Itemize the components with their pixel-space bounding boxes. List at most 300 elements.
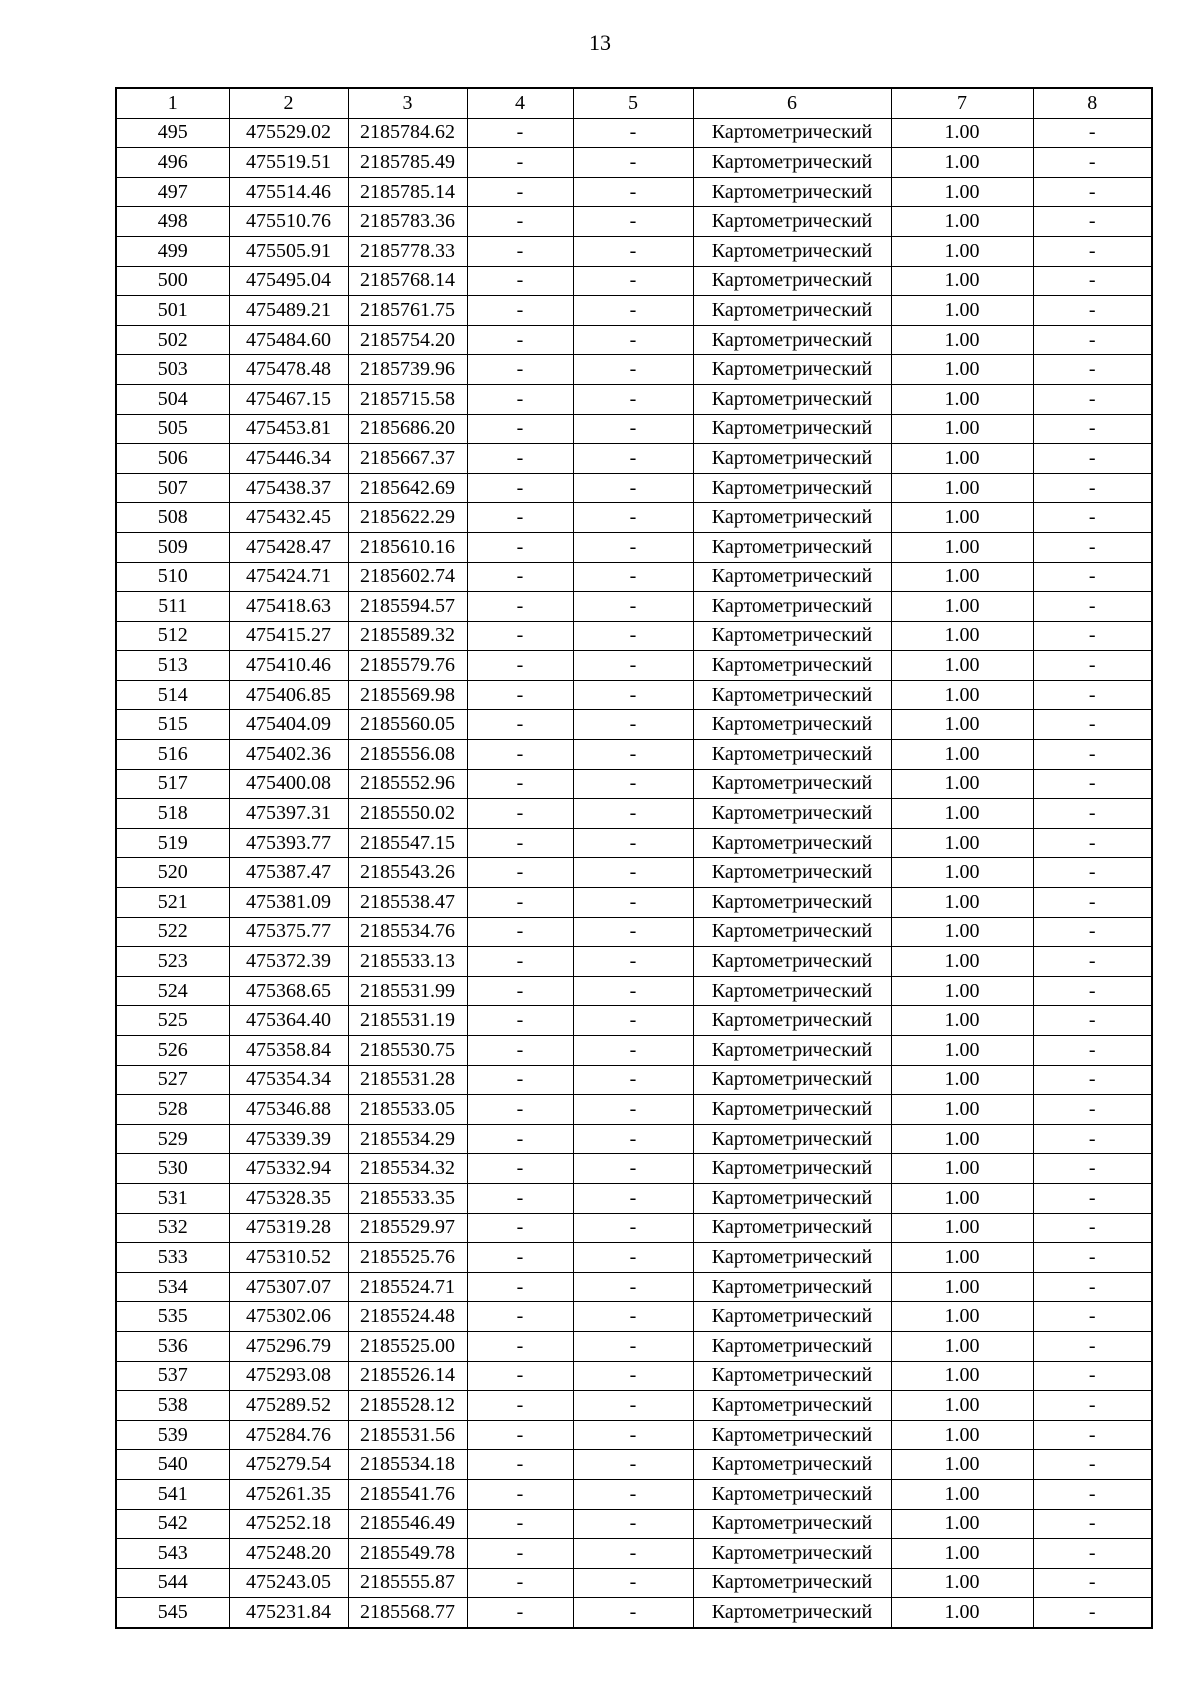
col-8-value-cell: - (1033, 1539, 1152, 1569)
method-cell: Картометрический (693, 1331, 891, 1361)
col-5-value-cell: - (573, 1509, 693, 1539)
accuracy-cell: 1.00 (891, 1568, 1033, 1598)
col-4-value-cell: - (467, 976, 573, 1006)
table-row (116, 680, 1152, 710)
table-row (116, 858, 1152, 888)
y-coordinate-cell: 2185531.56 (348, 1420, 467, 1450)
accuracy-cell: 1.00 (891, 325, 1033, 355)
point-number-cell: 529 (116, 1124, 229, 1154)
col-5-value-cell: - (573, 296, 693, 326)
col-4-value-cell: - (467, 1213, 573, 1243)
method-cell: Картометрический (693, 1095, 891, 1125)
col-8-value-cell: - (1033, 1154, 1152, 1184)
accuracy-cell: 1.00 (891, 1213, 1033, 1243)
table-row (116, 1420, 1152, 1450)
col-5-value-cell: - (573, 651, 693, 681)
method-cell: Картометрический (693, 414, 891, 444)
method-cell: Картометрический (693, 1539, 891, 1569)
point-number-cell: 511 (116, 592, 229, 622)
y-coordinate-cell: 2185552.96 (348, 769, 467, 799)
accuracy-cell: 1.00 (891, 651, 1033, 681)
method-cell: Картометрический (693, 1391, 891, 1421)
col-5-value-cell: - (573, 1243, 693, 1273)
col-8-value-cell: - (1033, 1095, 1152, 1125)
y-coordinate-cell: 2185533.05 (348, 1095, 467, 1125)
method-cell: Картометрический (693, 1509, 891, 1539)
table-row (116, 621, 1152, 651)
col-5-value-cell: - (573, 621, 693, 651)
col-5-value-cell: - (573, 828, 693, 858)
col-4-value-cell: - (467, 148, 573, 178)
col-8-value-cell: - (1033, 236, 1152, 266)
method-cell: Картометрический (693, 236, 891, 266)
y-coordinate-cell: 2185529.97 (348, 1213, 467, 1243)
accuracy-cell: 1.00 (891, 503, 1033, 533)
x-coordinate-cell: 475432.45 (229, 503, 348, 533)
col-4-value-cell: - (467, 592, 573, 622)
point-number-cell: 497 (116, 177, 229, 207)
point-number-cell: 498 (116, 207, 229, 237)
col-8-value-cell: - (1033, 1243, 1152, 1273)
method-cell: Картометрический (693, 917, 891, 947)
point-number-cell: 495 (116, 118, 229, 148)
col-5-value-cell: - (573, 917, 693, 947)
accuracy-cell: 1.00 (891, 207, 1033, 237)
x-coordinate-cell: 475302.06 (229, 1302, 348, 1332)
y-coordinate-cell: 2185754.20 (348, 325, 467, 355)
accuracy-cell: 1.00 (891, 680, 1033, 710)
method-cell: Картометрический (693, 1243, 891, 1273)
table-row (116, 473, 1152, 503)
col-5-value-cell: - (573, 1154, 693, 1184)
col-4-value-cell: - (467, 740, 573, 770)
point-number-cell: 524 (116, 976, 229, 1006)
col-8-value-cell: - (1033, 947, 1152, 977)
col-8-value-cell: - (1033, 414, 1152, 444)
col-5-value-cell: - (573, 444, 693, 474)
y-coordinate-cell: 2185541.76 (348, 1479, 467, 1509)
y-coordinate-cell: 2185538.47 (348, 888, 467, 918)
table-row (116, 947, 1152, 977)
col-4-value-cell: - (467, 1154, 573, 1184)
column-header: 3 (348, 88, 467, 118)
method-cell: Картометрический (693, 1006, 891, 1036)
point-number-cell: 505 (116, 414, 229, 444)
col-5-value-cell: - (573, 414, 693, 444)
x-coordinate-cell: 475346.88 (229, 1095, 348, 1125)
accuracy-cell: 1.00 (891, 1124, 1033, 1154)
y-coordinate-cell: 2185569.98 (348, 680, 467, 710)
table-row (116, 1213, 1152, 1243)
col-4-value-cell: - (467, 1272, 573, 1302)
x-coordinate-cell: 475381.09 (229, 888, 348, 918)
col-5-value-cell: - (573, 680, 693, 710)
method-cell: Картометрический (693, 680, 891, 710)
col-5-value-cell: - (573, 1302, 693, 1332)
y-coordinate-cell: 2185524.71 (348, 1272, 467, 1302)
col-5-value-cell: - (573, 1272, 693, 1302)
method-cell: Картометрический (693, 1361, 891, 1391)
point-number-cell: 530 (116, 1154, 229, 1184)
accuracy-cell: 1.00 (891, 1539, 1033, 1569)
col-5-value-cell: - (573, 1568, 693, 1598)
x-coordinate-cell: 475478.48 (229, 355, 348, 385)
column-header: 6 (693, 88, 891, 118)
col-4-value-cell: - (467, 1065, 573, 1095)
x-coordinate-cell: 475446.34 (229, 444, 348, 474)
x-coordinate-cell: 475310.52 (229, 1243, 348, 1273)
x-coordinate-cell: 475284.76 (229, 1420, 348, 1450)
table-row (116, 1539, 1152, 1569)
table-row (116, 325, 1152, 355)
point-number-cell: 509 (116, 532, 229, 562)
column-header: 8 (1033, 88, 1152, 118)
accuracy-cell: 1.00 (891, 1331, 1033, 1361)
table-row (116, 562, 1152, 592)
col-5-value-cell: - (573, 1361, 693, 1391)
method-cell: Картометрический (693, 710, 891, 740)
method-cell: Картометрический (693, 1183, 891, 1213)
col-5-value-cell: - (573, 976, 693, 1006)
method-cell: Картометрический (693, 769, 891, 799)
x-coordinate-cell: 475332.94 (229, 1154, 348, 1184)
col-5-value-cell: - (573, 1183, 693, 1213)
x-coordinate-cell: 475495.04 (229, 266, 348, 296)
col-5-value-cell: - (573, 740, 693, 770)
y-coordinate-cell: 2185783.36 (348, 207, 467, 237)
point-number-cell: 499 (116, 236, 229, 266)
col-8-value-cell: - (1033, 1450, 1152, 1480)
table-row (116, 740, 1152, 770)
table-row (116, 651, 1152, 681)
method-cell: Картометрический (693, 1302, 891, 1332)
col-8-value-cell: - (1033, 769, 1152, 799)
point-number-cell: 542 (116, 1509, 229, 1539)
y-coordinate-cell: 2185579.76 (348, 651, 467, 681)
col-8-value-cell: - (1033, 1568, 1152, 1598)
col-8-value-cell: - (1033, 562, 1152, 592)
method-cell: Картометрический (693, 296, 891, 326)
table-row (116, 177, 1152, 207)
table-row (116, 769, 1152, 799)
table-row (116, 236, 1152, 266)
accuracy-cell: 1.00 (891, 710, 1033, 740)
point-number-cell: 526 (116, 1036, 229, 1066)
col-8-value-cell: - (1033, 740, 1152, 770)
col-5-value-cell: - (573, 532, 693, 562)
y-coordinate-cell: 2185622.29 (348, 503, 467, 533)
col-8-value-cell: - (1033, 1213, 1152, 1243)
point-number-cell: 541 (116, 1479, 229, 1509)
col-8-value-cell: - (1033, 799, 1152, 829)
x-coordinate-cell: 475519.51 (229, 148, 348, 178)
table-row (116, 207, 1152, 237)
point-number-cell: 508 (116, 503, 229, 533)
y-coordinate-cell: 2185556.08 (348, 740, 467, 770)
table-row (116, 1036, 1152, 1066)
col-5-value-cell: - (573, 799, 693, 829)
col-5-value-cell: - (573, 1420, 693, 1450)
point-number-cell: 510 (116, 562, 229, 592)
col-5-value-cell: - (573, 148, 693, 178)
col-4-value-cell: - (467, 1302, 573, 1332)
col-4-value-cell: - (467, 1479, 573, 1509)
accuracy-cell: 1.00 (891, 917, 1033, 947)
y-coordinate-cell: 2185534.29 (348, 1124, 467, 1154)
accuracy-cell: 1.00 (891, 177, 1033, 207)
col-5-value-cell: - (573, 1213, 693, 1243)
method-cell: Картометрический (693, 1065, 891, 1095)
accuracy-cell: 1.00 (891, 1183, 1033, 1213)
point-number-cell: 521 (116, 888, 229, 918)
x-coordinate-cell: 475514.46 (229, 177, 348, 207)
point-number-cell: 540 (116, 1450, 229, 1480)
col-4-value-cell: - (467, 325, 573, 355)
col-4-value-cell: - (467, 266, 573, 296)
x-coordinate-cell: 475364.40 (229, 1006, 348, 1036)
table-row (116, 1006, 1152, 1036)
y-coordinate-cell: 2185778.33 (348, 236, 467, 266)
col-4-value-cell: - (467, 769, 573, 799)
y-coordinate-cell: 2185526.14 (348, 1361, 467, 1391)
method-cell: Картометрический (693, 976, 891, 1006)
col-4-value-cell: - (467, 414, 573, 444)
accuracy-cell: 1.00 (891, 888, 1033, 918)
col-5-value-cell: - (573, 266, 693, 296)
table-row (116, 355, 1152, 385)
col-8-value-cell: - (1033, 325, 1152, 355)
y-coordinate-cell: 2185715.58 (348, 384, 467, 414)
col-5-value-cell: - (573, 1391, 693, 1421)
accuracy-cell: 1.00 (891, 1272, 1033, 1302)
col-4-value-cell: - (467, 1331, 573, 1361)
col-8-value-cell: - (1033, 976, 1152, 1006)
method-cell: Картометрический (693, 207, 891, 237)
col-8-value-cell: - (1033, 177, 1152, 207)
accuracy-cell: 1.00 (891, 532, 1033, 562)
method-cell: Картометрический (693, 444, 891, 474)
col-8-value-cell: - (1033, 1391, 1152, 1421)
y-coordinate-cell: 2185784.62 (348, 118, 467, 148)
y-coordinate-cell: 2185524.48 (348, 1302, 467, 1332)
col-8-value-cell: - (1033, 1420, 1152, 1450)
accuracy-cell: 1.00 (891, 1036, 1033, 1066)
table-row (116, 1450, 1152, 1480)
accuracy-cell: 1.00 (891, 976, 1033, 1006)
x-coordinate-cell: 475296.79 (229, 1331, 348, 1361)
y-coordinate-cell: 2185549.78 (348, 1539, 467, 1569)
table-row (116, 384, 1152, 414)
x-coordinate-cell: 475368.65 (229, 976, 348, 1006)
method-cell: Картометрический (693, 1272, 891, 1302)
coordinates-table (115, 87, 1153, 1629)
y-coordinate-cell: 2185531.99 (348, 976, 467, 1006)
col-4-value-cell: - (467, 532, 573, 562)
col-8-value-cell: - (1033, 1272, 1152, 1302)
col-4-value-cell: - (467, 680, 573, 710)
col-8-value-cell: - (1033, 1361, 1152, 1391)
col-5-value-cell: - (573, 207, 693, 237)
method-cell: Картометрический (693, 1568, 891, 1598)
y-coordinate-cell: 2185534.76 (348, 917, 467, 947)
method-cell: Картометрический (693, 473, 891, 503)
col-5-value-cell: - (573, 473, 693, 503)
x-coordinate-cell: 475510.76 (229, 207, 348, 237)
col-8-value-cell: - (1033, 207, 1152, 237)
table-row (116, 266, 1152, 296)
accuracy-cell: 1.00 (891, 1154, 1033, 1184)
col-8-value-cell: - (1033, 1509, 1152, 1539)
table-row (116, 828, 1152, 858)
point-number-cell: 543 (116, 1539, 229, 1569)
x-coordinate-cell: 475393.77 (229, 828, 348, 858)
x-coordinate-cell: 475354.34 (229, 1065, 348, 1095)
x-coordinate-cell: 475372.39 (229, 947, 348, 977)
accuracy-cell: 1.00 (891, 947, 1033, 977)
method-cell: Картометрический (693, 325, 891, 355)
accuracy-cell: 1.00 (891, 1420, 1033, 1450)
col-4-value-cell: - (467, 207, 573, 237)
method-cell: Картометрический (693, 266, 891, 296)
y-coordinate-cell: 2185550.02 (348, 799, 467, 829)
col-8-value-cell: - (1033, 355, 1152, 385)
point-number-cell: 501 (116, 296, 229, 326)
method-cell: Картометрический (693, 532, 891, 562)
y-coordinate-cell: 2185589.32 (348, 621, 467, 651)
accuracy-cell: 1.00 (891, 1302, 1033, 1332)
table-row (116, 1479, 1152, 1509)
accuracy-cell: 1.00 (891, 621, 1033, 651)
col-8-value-cell: - (1033, 651, 1152, 681)
accuracy-cell: 1.00 (891, 592, 1033, 622)
method-cell: Картометрический (693, 828, 891, 858)
col-5-value-cell: - (573, 1539, 693, 1569)
col-8-value-cell: - (1033, 1302, 1152, 1332)
col-4-value-cell: - (467, 1036, 573, 1066)
y-coordinate-cell: 2185761.75 (348, 296, 467, 326)
x-coordinate-cell: 475424.71 (229, 562, 348, 592)
col-8-value-cell: - (1033, 148, 1152, 178)
col-4-value-cell: - (467, 917, 573, 947)
col-5-value-cell: - (573, 1479, 693, 1509)
col-8-value-cell: - (1033, 621, 1152, 651)
accuracy-cell: 1.00 (891, 740, 1033, 770)
col-5-value-cell: - (573, 1598, 693, 1628)
table-row (116, 532, 1152, 562)
x-coordinate-cell: 475404.09 (229, 710, 348, 740)
col-4-value-cell: - (467, 651, 573, 681)
col-5-value-cell: - (573, 325, 693, 355)
method-cell: Картометрический (693, 1420, 891, 1450)
point-number-cell: 528 (116, 1095, 229, 1125)
table-row (116, 1361, 1152, 1391)
col-8-value-cell: - (1033, 1183, 1152, 1213)
point-number-cell: 532 (116, 1213, 229, 1243)
method-cell: Картометрический (693, 355, 891, 385)
x-coordinate-cell: 475358.84 (229, 1036, 348, 1066)
accuracy-cell: 1.00 (891, 444, 1033, 474)
x-coordinate-cell: 475279.54 (229, 1450, 348, 1480)
table-row (116, 1124, 1152, 1154)
table-row (116, 592, 1152, 622)
table-row (116, 1095, 1152, 1125)
col-8-value-cell: - (1033, 118, 1152, 148)
point-number-cell: 503 (116, 355, 229, 385)
page-number: 13 (589, 30, 611, 55)
col-4-value-cell: - (467, 621, 573, 651)
col-4-value-cell: - (467, 562, 573, 592)
x-coordinate-cell: 475339.39 (229, 1124, 348, 1154)
col-4-value-cell: - (467, 177, 573, 207)
x-coordinate-cell: 475438.37 (229, 473, 348, 503)
point-number-cell: 515 (116, 710, 229, 740)
column-header: 4 (467, 88, 573, 118)
table-row (116, 799, 1152, 829)
col-5-value-cell: - (573, 384, 693, 414)
x-coordinate-cell: 475410.46 (229, 651, 348, 681)
method-cell: Картометрический (693, 1598, 891, 1628)
col-8-value-cell: - (1033, 384, 1152, 414)
x-coordinate-cell: 475400.08 (229, 769, 348, 799)
col-4-value-cell: - (467, 118, 573, 148)
method-cell: Картометрический (693, 740, 891, 770)
method-cell: Картометрический (693, 888, 891, 918)
accuracy-cell: 1.00 (891, 355, 1033, 385)
accuracy-cell: 1.00 (891, 858, 1033, 888)
accuracy-cell: 1.00 (891, 266, 1033, 296)
col-8-value-cell: - (1033, 1065, 1152, 1095)
table-row (116, 444, 1152, 474)
table-body (116, 118, 1152, 1628)
point-number-cell: 520 (116, 858, 229, 888)
col-5-value-cell: - (573, 1124, 693, 1154)
x-coordinate-cell: 475328.35 (229, 1183, 348, 1213)
x-coordinate-cell: 475415.27 (229, 621, 348, 651)
table-row (116, 503, 1152, 533)
y-coordinate-cell: 2185547.15 (348, 828, 467, 858)
table-row (116, 1183, 1152, 1213)
method-cell: Картометрический (693, 177, 891, 207)
col-4-value-cell: - (467, 1391, 573, 1421)
method-cell: Картометрический (693, 592, 891, 622)
col-5-value-cell: - (573, 1036, 693, 1066)
method-cell: Картометрический (693, 118, 891, 148)
col-4-value-cell: - (467, 1450, 573, 1480)
col-5-value-cell: - (573, 1095, 693, 1125)
accuracy-cell: 1.00 (891, 1598, 1033, 1628)
point-number-cell: 538 (116, 1391, 229, 1421)
point-number-cell: 507 (116, 473, 229, 503)
col-4-value-cell: - (467, 384, 573, 414)
col-4-value-cell: - (467, 444, 573, 474)
col-8-value-cell: - (1033, 917, 1152, 947)
table-row (116, 1065, 1152, 1095)
x-coordinate-cell: 475402.36 (229, 740, 348, 770)
y-coordinate-cell: 2185594.57 (348, 592, 467, 622)
col-5-value-cell: - (573, 177, 693, 207)
method-cell: Картометрический (693, 503, 891, 533)
point-number-cell: 502 (116, 325, 229, 355)
accuracy-cell: 1.00 (891, 118, 1033, 148)
method-cell: Картометрический (693, 1154, 891, 1184)
method-cell: Картометрический (693, 799, 891, 829)
x-coordinate-cell: 475252.18 (229, 1509, 348, 1539)
point-number-cell: 516 (116, 740, 229, 770)
x-coordinate-cell: 475231.84 (229, 1598, 348, 1628)
col-5-value-cell: - (573, 710, 693, 740)
method-cell: Картометрический (693, 858, 891, 888)
y-coordinate-cell: 2185528.12 (348, 1391, 467, 1421)
